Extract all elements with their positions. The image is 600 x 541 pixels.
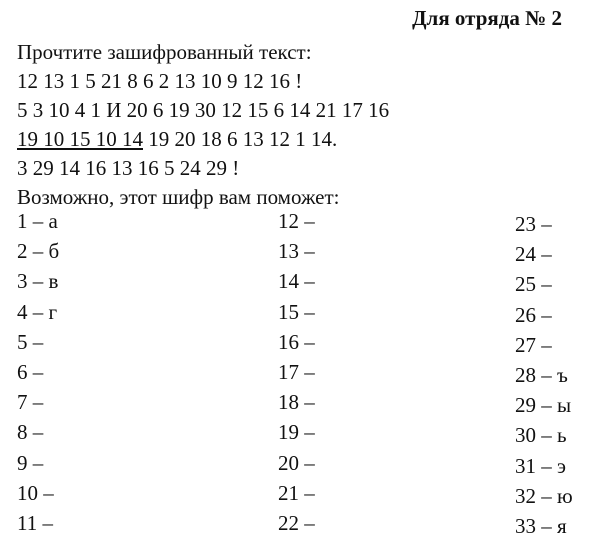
hint-text: Возможно, этот шифр вам поможет:	[17, 185, 340, 209]
key-entry: 6 –	[17, 359, 44, 384]
key-entry: 26 –	[515, 302, 552, 327]
key-entry: 22 –	[278, 510, 315, 535]
cipher-line-2: 5 3 10 4 1 И 20 6 19 30 12 15 6 14 21 17 16	[17, 98, 390, 122]
key-column-2	[278, 206, 315, 538]
page-title: Для отряда № 2	[412, 6, 562, 30]
underlined-cipher-word: 19 10 15 10 14	[17, 127, 143, 151]
key-entry: 9 –	[17, 450, 44, 475]
key-entry: 13 –	[278, 239, 315, 264]
key-entry: 2 – б	[17, 239, 60, 264]
key-entry: 15 –	[278, 299, 315, 324]
key-entry: 16 –	[278, 329, 315, 354]
key-entry: 28 – ъ	[515, 362, 568, 387]
cipher-line-1: 12 13 1 5 21 8 6 2 13 10 9 12 16 !	[17, 69, 303, 93]
key-entry: 12 –	[278, 209, 315, 233]
key-entry: 8 –	[17, 420, 44, 445]
key-entry: 31 – э	[515, 453, 567, 478]
key-entry: 3 – в	[17, 269, 59, 294]
key-entry: 19 –	[278, 420, 315, 445]
key-entry: 24 –	[515, 242, 552, 267]
key-entry: 14 –	[278, 269, 315, 294]
key-column-1	[17, 206, 59, 538]
key-entry: 25 –	[515, 272, 552, 297]
key-entry: 27 –	[515, 332, 552, 357]
key-entry: 21 –	[278, 480, 315, 505]
intro-text: Прочтите зашифрованный текст:	[17, 40, 312, 64]
key-entry: 20 –	[278, 450, 315, 475]
key-entry: 29 – ы	[515, 393, 572, 418]
cipher-line-3	[17, 125, 389, 154]
key-entry: 7 –	[17, 390, 44, 415]
cipher-text-block	[17, 38, 389, 212]
key-entry: 11 –	[17, 510, 53, 535]
key-entry: 17 –	[278, 359, 315, 384]
key-entry: 33 – я	[515, 513, 567, 538]
key-entry: 4 – г	[17, 299, 58, 324]
key-column-3	[515, 206, 573, 541]
cipher-line-4: 3 29 14 16 13 16 5 24 29 !	[17, 156, 240, 180]
key-entry: 30 – ь	[515, 423, 567, 448]
key-entry: 5 –	[17, 329, 44, 354]
key-entry: 18 –	[278, 390, 315, 415]
key-entry: 32 – ю	[515, 483, 573, 508]
cipher-line-3-rest: 19 20 18 6 13 12 1 14.	[143, 127, 338, 151]
key-entry: 10 –	[17, 480, 54, 505]
key-entry: 1 – а	[17, 209, 58, 233]
key-entry: 23 –	[515, 212, 552, 236]
